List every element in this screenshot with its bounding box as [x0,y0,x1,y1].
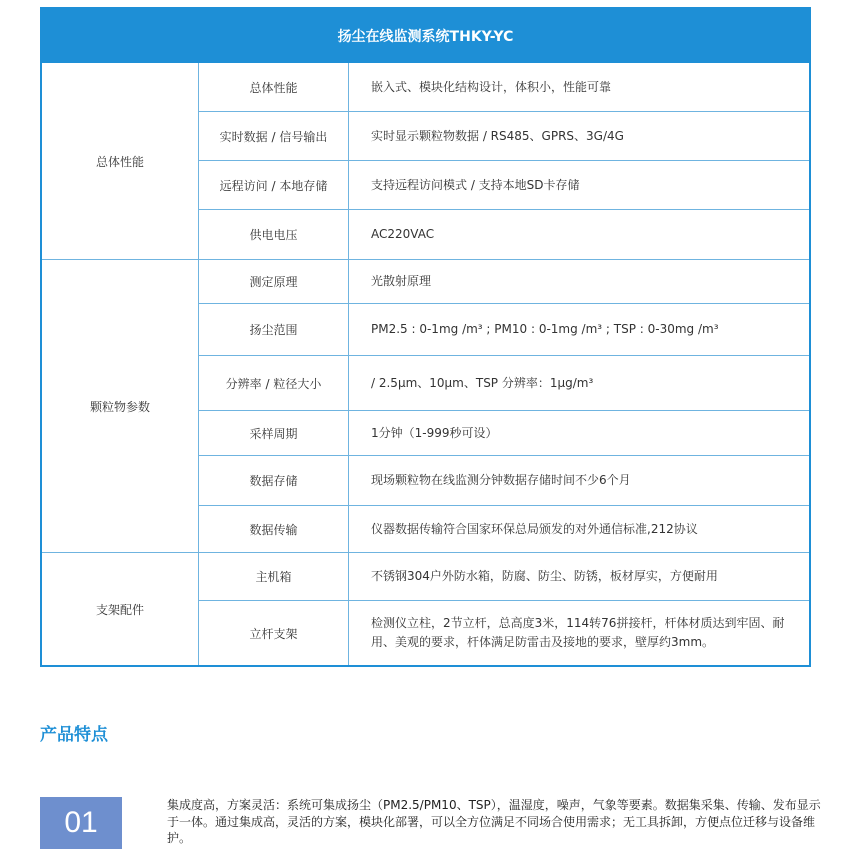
row-value: 1分钟（1-999秒可设） [371,425,498,440]
row-value: 实时显示颗粒物数据 / RS485、GPRS、3G/4G [371,128,624,143]
row-label: 主机箱 [199,553,349,600]
group-label: 颗粒物参数 [42,260,199,552]
spec-row [199,209,809,259]
spec-row [199,111,809,160]
row-label: 远程访问 / 本地存储 [199,161,349,209]
row-label: 数据存储 [199,456,349,505]
row-label: 立杆支架 [199,601,349,665]
row-value: 现场颗粒物在线监测分钟数据存储时间不少6个月 [371,473,631,487]
row-label: 扬尘范围 [199,304,349,355]
row-label: 采样周期 [199,411,349,455]
spec-row [199,160,809,209]
row-label: 实时数据 / 信号输出 [199,112,349,160]
row-value: 嵌入式、模块化结构设计，体积小，性能可靠 [371,79,612,94]
spec-row [199,410,809,455]
spec-table-body [42,63,809,665]
spec-group [42,63,809,259]
row-value: / 2.5μm、10μm、TSP 分辨率：1μg/m³ [371,375,594,390]
spec-row [199,303,809,355]
row-label: 测定原理 [199,260,349,303]
row-value: PM2.5 : 0-1mg /m³ ; PM10 : 0-1mg /m³ ; TSP : 0-30mg /m³ [371,322,719,336]
row-value: 仪器数据传输符合国家环保总局颁发的对外通信标准,212协议 [371,521,698,536]
row-label: 分辨率 / 粒径大小 [199,356,349,410]
spec-row [199,63,809,111]
spec-row [199,455,809,505]
row-label: 供电电压 [199,210,349,259]
feature-number: 01 [40,797,122,849]
spec-table-title: 扬尘在线监测系统THKY-YC [42,9,809,63]
spec-row [199,355,809,410]
row-value: 光散射原理 [371,274,432,288]
feature-text: 集成度高，方案灵活：系统可集成扬尘（PM2.5/PM10、TSP），温湿度，噪声，气象等要素。数据集采集、传输、发布显示于一体。通过集成高，灵活的方案，模块化部署，可以全方位满足不同场合使用需求；无工具拆卸，方便点位迁移与设备维护。 [167,798,821,845]
spec-table [40,7,811,667]
row-value: AC220VAC [371,227,435,241]
spec-row [199,260,809,303]
feature-item [40,797,821,849]
row-label: 总体性能 [199,63,349,111]
spec-row [199,553,809,600]
spec-row [199,505,809,552]
spec-group [42,259,809,552]
row-value: 检测仪立柱，2节立杆，总高度3米，114转76拼接杆，杆体材质达到牢固、耐用、美观的要求，杆体满足防雷击及接地的要求，壁厚约3mm。 [371,616,785,649]
section-title: 产品特点 [40,725,108,745]
spec-group [42,552,809,665]
row-label: 数据传输 [199,506,349,552]
group-label: 总体性能 [42,63,199,259]
group-label: 支架配件 [42,553,199,665]
row-value: 支持远程访问模式 / 支持本地SD卡存储 [371,177,580,192]
row-value: 不锈钢304户外防水箱，防腐、防尘、防锈，板材厚实，方便耐用 [371,569,718,583]
spec-row [199,600,809,665]
